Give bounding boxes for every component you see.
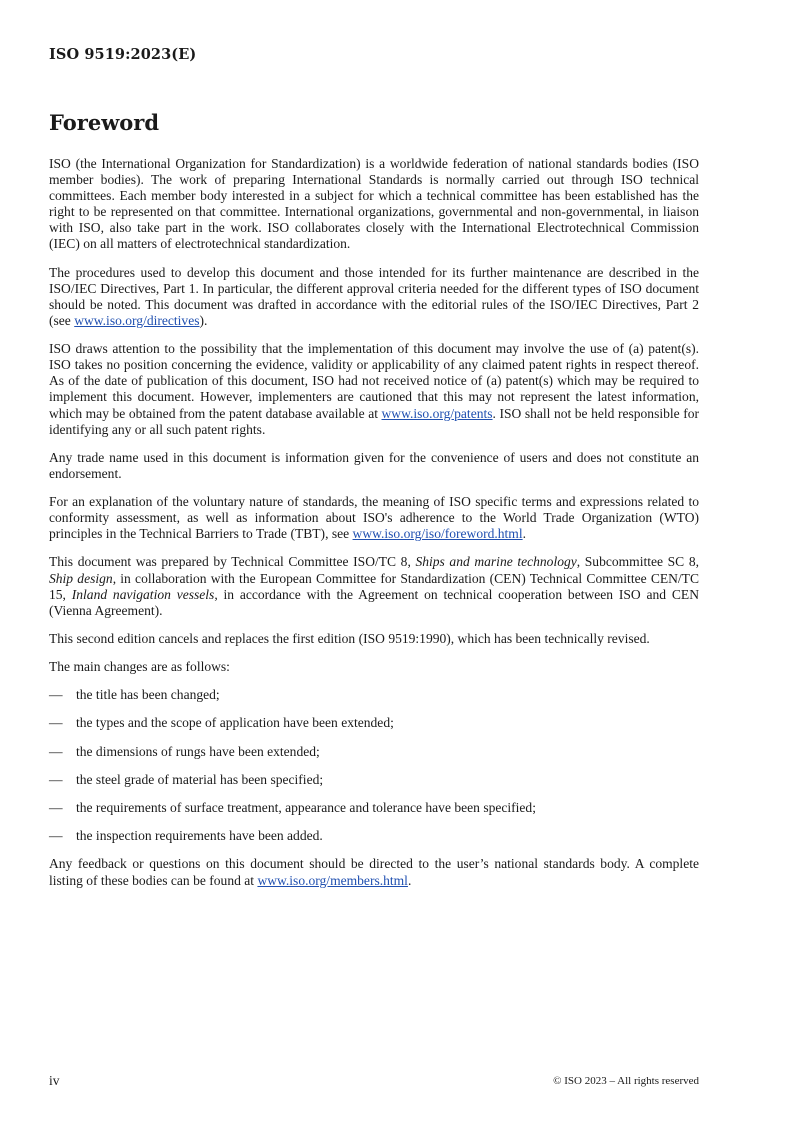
link-foreword[interactable]: www.iso.org/iso/foreword.html (352, 526, 523, 542)
paragraph-directives (49, 265, 699, 329)
paragraph-committee (49, 554, 699, 618)
list-dash: — (49, 743, 63, 759)
list-item-text: the inspection requirements have been added. (76, 828, 323, 844)
foreword-body (49, 156, 699, 901)
list-item (49, 687, 699, 703)
subcommittee-title: Ship design (49, 570, 113, 586)
list-item-text: the steel grade of material has been specified; (76, 771, 324, 787)
cen-committee-title: Inland navigation vessels (71, 586, 215, 602)
paragraph-feedback (49, 856, 699, 888)
link-members[interactable]: www.iso.org/members.html (257, 872, 408, 888)
page-title: Foreword (49, 110, 160, 135)
paragraph-text: , in accordance with the Agreement on technical cooperation between ISO and CEN (Vienna Agreement). (49, 586, 699, 618)
paragraph-edition: This second edition cancels and replaces the first edition (ISO 9519:1990), which has been technically revised. (49, 630, 650, 646)
paragraph-patents (49, 341, 699, 438)
list-item-text: the title has been changed; (76, 687, 220, 703)
paragraph-text: , Subcommittee SC 8, (576, 554, 699, 570)
paragraph-text: For an explanation of the voluntary nature of standards, the meaning of ISO specific terms and expressions related to conformity assessment, as well as information about ISO's adherence to the World Trade Organization (WTO) principles in the Technical Barriers to Trade (TBT), see (49, 494, 699, 542)
link-directives[interactable]: www.iso.org/directives (74, 312, 200, 328)
list-dash: — (49, 771, 63, 787)
document-identifier: ISO 9519:2023(E) (49, 46, 197, 63)
list-dash: — (49, 687, 63, 703)
list-item-text: the requirements of surface treatment, appearance and tolerance have been specified; (76, 800, 536, 816)
list-dash: — (49, 800, 63, 816)
list-item (49, 715, 699, 731)
paragraph-main-changes: The main changes are as follows: (49, 659, 230, 675)
list-dash: — (49, 828, 63, 844)
paragraph-text: , in collaboration with the European Committee for Standardization (CEN) Technical Committee CEN/TC 15, (49, 570, 699, 602)
page-number: iv (49, 1073, 60, 1088)
document-page (49, 0, 699, 1122)
link-patents[interactable]: www.iso.org/patents (381, 405, 493, 421)
committee-title: Ships and marine technology (415, 554, 577, 570)
list-item (49, 744, 699, 760)
paragraph-text: This document was prepared by Technical Committee ISO/TC 8, (49, 554, 416, 570)
copyright-notice: © ISO 2023 – All rights reserved (553, 1075, 699, 1087)
paragraph-iso-intro: ISO (the International Organization for Standardization) is a worldwide federation of national standards bodies (ISO member bodies). The work of preparing International Standards is normally carried out through ISO technical committees. Each member body interested in a subject for which a technical committee has been established has the right to be represented on that committee. International organizations, governmental and non-governmental, in liaison with ISO, also take part in the work. ISO collaborates closely with the International Electrotechnical Commission (IEC) on all matters of electrotechnical standardization. (49, 156, 699, 252)
paragraph-text: ). (199, 312, 208, 328)
list-item (49, 828, 699, 844)
list-item (49, 800, 699, 816)
list-dash: — (49, 715, 63, 731)
list-item (49, 772, 699, 788)
paragraph-text: The procedures used to develop this document and those intended for its further maintenance are described in the ISO/IEC Directives, Part 1. In particular, the different approval criteria needed for the different types of ISO document should be noted. This document was drafted in accordance with the editorial rules of the ISO/IEC Directives, Part 2 (see (49, 264, 699, 328)
paragraph-text: . (522, 526, 526, 542)
paragraph-text: Any feedback or questions on this document should be directed to the user’s national standards body. A complete listing of these bodies can be found at (49, 856, 699, 888)
paragraph-text: . ISO shall not be held responsible for identifying any or all such patent rights. (49, 405, 699, 437)
paragraph-text: . (407, 872, 412, 888)
paragraph-text: ISO draws attention to the possibility that the implementation of this document may involve the use of (a) patent(s). ISO takes no position concerning the evidence, validity or applicability of any claimed patent rights in respect thereof. As of the date of publication of this document, ISO had not received notice of (a) patent(s) which may be required to implement this document. However, implementers are cautioned that this may not represent the latest information, which may be obtained from the patent database available at (49, 341, 699, 421)
changes-list (49, 687, 699, 844)
paragraph-voluntary-nature (49, 494, 699, 542)
paragraph-trade-name: Any trade name used in this document is information given for the convenience of users and does not constitute an endorsement. (49, 449, 699, 481)
list-item-text: the types and the scope of application have been extended; (76, 715, 394, 731)
list-item-text: the dimensions of rungs have been extended; (76, 743, 320, 759)
